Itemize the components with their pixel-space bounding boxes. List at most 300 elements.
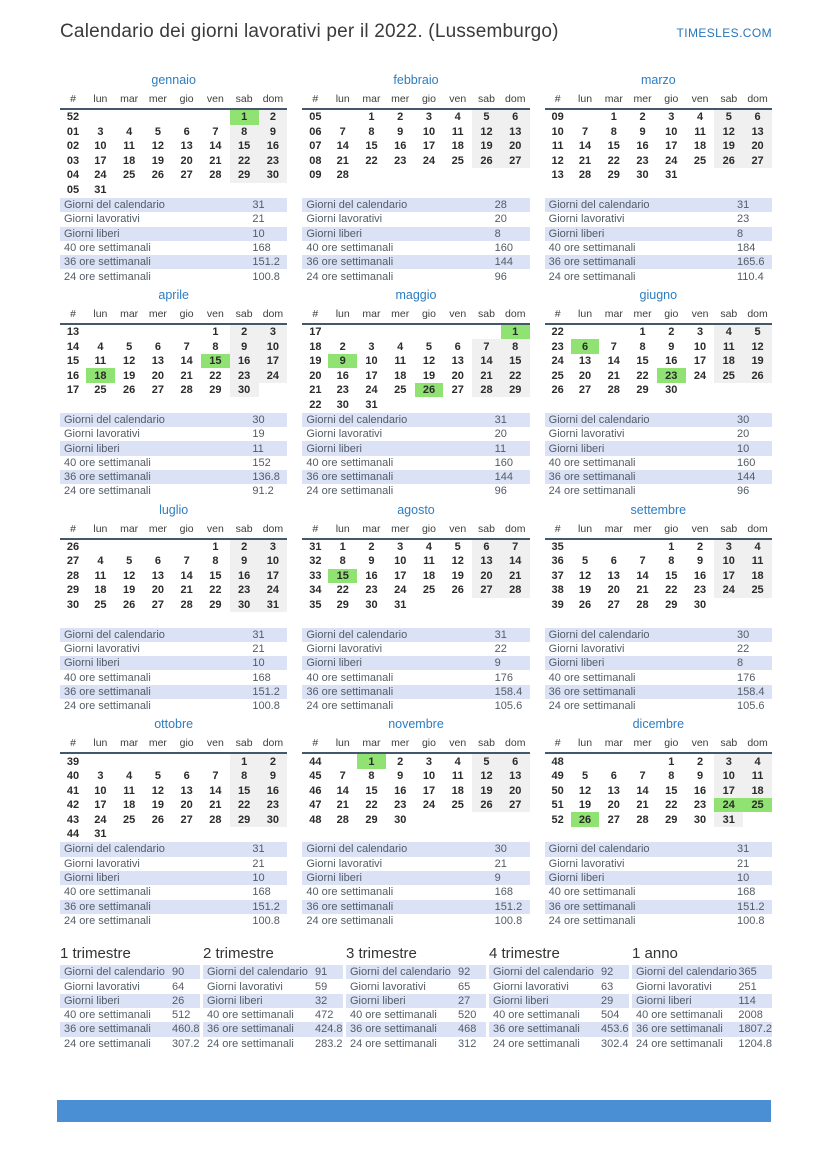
date-cell: 25: [123, 813, 136, 826]
date-cell: 3: [259, 324, 288, 340]
date-cell: 7: [610, 340, 617, 353]
stats-row: [632, 1022, 772, 1036]
date-cell: 13: [607, 569, 620, 582]
date-cell: 23: [365, 584, 378, 597]
week-number-cell: 37: [551, 569, 564, 582]
stats-value: 504: [601, 1009, 620, 1022]
stats-row: [545, 642, 772, 656]
empty-cell: [472, 598, 501, 613]
week-number-cell: 10: [551, 125, 564, 138]
date-cell: 2: [259, 753, 288, 769]
date-cell: 2: [397, 111, 404, 124]
date-cell: 13: [607, 784, 620, 797]
date-cell: 31: [365, 398, 378, 411]
date-cell: 29: [209, 598, 222, 611]
brand-link[interactable]: TIMESLES.COM: [676, 26, 772, 40]
stats-row: [60, 994, 200, 1008]
stats-value: 160: [494, 242, 514, 255]
stats-table-1-anno: [632, 965, 772, 1051]
date-cell: 29: [230, 168, 259, 183]
day-header: mar: [115, 307, 144, 324]
week-row: [545, 154, 772, 169]
date-cell: 17: [94, 799, 107, 812]
week-number-cell: 26: [66, 540, 80, 553]
date-cell: 30: [693, 813, 707, 826]
date-cell: 5: [472, 753, 501, 769]
empty-cell: [443, 397, 472, 412]
date-cell: 8: [639, 340, 646, 353]
week-number-cell: 44: [309, 755, 322, 768]
empty-cell: [144, 183, 173, 198]
week-row: [302, 583, 529, 598]
date-cell: 30: [230, 383, 259, 398]
week-row: [302, 125, 529, 140]
date-cell: 12: [451, 555, 464, 568]
date-cell: 12: [123, 569, 136, 582]
date-cell: 28: [578, 169, 592, 182]
day-header: mar: [357, 307, 386, 324]
day-header: dom: [743, 307, 772, 324]
date-cell: 21: [607, 369, 620, 382]
stats-value: 10: [252, 657, 265, 670]
day-header: ven: [686, 522, 715, 539]
stats-row: [545, 656, 772, 670]
week-number-cell: 20: [309, 369, 322, 382]
day-header: lun: [571, 522, 600, 539]
month-title: novembre: [388, 717, 444, 732]
week-row: [545, 798, 772, 813]
stats-value: 32: [315, 994, 328, 1007]
date-cell: 12: [578, 569, 592, 582]
stats-value: 10: [736, 872, 750, 885]
stats-row: [302, 857, 529, 871]
stats-row: [632, 1008, 772, 1022]
day-header-row: [545, 522, 772, 539]
stats-row: [489, 979, 629, 993]
stats-value: 424.8: [315, 1023, 343, 1036]
date-cell: 14: [472, 354, 501, 369]
week-number-cell: 39: [551, 598, 564, 611]
week-number-cell: 05: [309, 111, 322, 124]
stats-label: Giorni del calendario: [64, 199, 165, 212]
date-cell: 24: [94, 169, 107, 182]
stats-value: 31: [494, 628, 507, 641]
date-cell: 5: [581, 770, 589, 783]
date-cell: 31: [94, 828, 107, 841]
stats-value: 2008: [738, 1009, 763, 1022]
summary-grid: [60, 945, 772, 1051]
stats-row: [60, 456, 287, 470]
date-cell: 30: [365, 598, 378, 611]
day-header-row: [60, 736, 287, 753]
week-row: [60, 125, 287, 140]
holiday-date-cell: 15: [201, 354, 230, 369]
date-cell: 14: [209, 140, 222, 153]
week-number-cell: 31: [309, 540, 322, 553]
day-header: dom: [259, 522, 288, 539]
day-header-row: [545, 307, 772, 324]
day-header: mar: [357, 92, 386, 109]
week-row: [60, 154, 287, 169]
empty-cell: [714, 383, 743, 398]
date-cell: 27: [501, 798, 530, 813]
stats-value: 96: [736, 485, 750, 498]
date-cell: 21: [180, 369, 193, 382]
date-cell: 28: [607, 384, 620, 397]
date-cell: 24: [259, 368, 288, 383]
date-cell: 10: [365, 355, 378, 368]
month-marzo: [545, 73, 772, 284]
stats-row: [545, 857, 772, 871]
summary-title: 1 trimestre: [60, 945, 131, 963]
week-number-cell: 36: [551, 555, 564, 568]
date-cell: 30: [336, 398, 349, 411]
stats-label: 24 ore settimanali: [548, 270, 636, 283]
stats-table-giugno: [545, 413, 772, 499]
empty-cell: [714, 598, 743, 613]
date-cell: 20: [180, 154, 193, 167]
stats-label: Giorni del calendario: [207, 966, 308, 979]
date-cell: 17: [714, 783, 743, 798]
stats-row: [203, 965, 343, 979]
date-cell: 26: [472, 154, 501, 169]
date-cell: 13: [578, 355, 592, 368]
month-title: aprile: [158, 287, 189, 302]
date-cell: 9: [230, 554, 259, 569]
date-cell: 28: [209, 169, 222, 182]
date-cell: 11: [123, 140, 135, 153]
stats-value: 307.2: [172, 1037, 200, 1050]
stats-row: [60, 656, 287, 670]
week-number-cell: 47: [309, 799, 322, 812]
day-header: mar: [115, 522, 144, 539]
calendar-area: [302, 736, 529, 840]
date-cell: 19: [578, 584, 592, 597]
week-row: [60, 753, 287, 769]
week-number-cell: 22: [309, 398, 322, 411]
date-cell: 22: [230, 798, 259, 813]
date-cell: 8: [212, 340, 219, 353]
date-cell: 11: [423, 555, 435, 568]
day-header: dom: [259, 92, 288, 109]
stats-label: 24 ore settimanali: [548, 914, 636, 927]
date-cell: 1: [668, 755, 675, 768]
date-cell: 14: [209, 784, 222, 797]
date-cell: 23: [259, 154, 288, 169]
empty-cell: [201, 109, 230, 125]
week-row: [60, 383, 287, 398]
date-cell: 21: [336, 154, 349, 167]
date-cell: 29: [636, 384, 649, 397]
date-cell: 24: [665, 154, 678, 167]
day-header: lun: [571, 92, 600, 109]
date-cell: 6: [610, 555, 617, 568]
holiday-date-cell: 26: [415, 383, 444, 398]
stats-value: 365: [738, 966, 757, 979]
empty-cell: [86, 539, 115, 555]
stats-value: 9: [494, 657, 501, 670]
day-header: sab: [714, 92, 743, 109]
stats-row: [302, 198, 529, 212]
holiday-date-cell: 1: [501, 324, 530, 340]
date-cell: 19: [123, 584, 136, 597]
date-cell: 21: [180, 584, 193, 597]
week-number-cell: 35: [551, 540, 564, 553]
date-cell: 5: [472, 109, 501, 125]
date-cell: 26: [123, 384, 136, 397]
date-cell: 19: [743, 354, 772, 369]
date-cell: 27: [501, 154, 530, 169]
week-number-cell: 15: [66, 355, 80, 368]
day-header: dom: [743, 522, 772, 539]
date-cell: 9: [696, 770, 704, 783]
week-row: [60, 554, 287, 569]
date-cell: 21: [209, 799, 222, 812]
date-cell: 10: [422, 770, 436, 783]
date-cell: 8: [212, 555, 219, 568]
stats-label: Giorni lavorativi: [548, 428, 625, 441]
date-cell: 10: [259, 339, 288, 354]
stats-label: Giorni del calendario: [636, 966, 737, 979]
week-row: [302, 139, 529, 154]
week-number-cell: 30: [66, 598, 80, 611]
date-cell: 3: [714, 753, 743, 769]
date-cell: 12: [123, 355, 136, 368]
empty-cell: [144, 753, 173, 769]
month-aprile: [60, 288, 287, 499]
stats-row: [302, 241, 529, 255]
date-cell: 8: [368, 125, 375, 138]
date-cell: 15: [365, 784, 378, 797]
calendar-table: [302, 522, 529, 613]
week-number-cell: 24: [551, 355, 564, 368]
date-cell: 2: [696, 755, 704, 768]
holiday-date-cell: 18: [86, 368, 115, 383]
date-cell: 2: [230, 324, 259, 340]
day-header: mer: [628, 307, 657, 324]
day-header: #: [545, 736, 571, 753]
stats-label: Giorni lavorativi: [350, 980, 426, 993]
day-header: dom: [501, 522, 530, 539]
week-row: [545, 812, 772, 827]
date-cell: 30: [230, 598, 259, 613]
date-cell: 22: [336, 584, 349, 597]
stats-value: 9: [494, 872, 501, 885]
day-header: mar: [115, 736, 144, 753]
date-cell: 29: [501, 383, 530, 398]
date-cell: 21: [578, 154, 592, 167]
date-cell: 7: [212, 125, 219, 138]
day-header: lun: [86, 736, 115, 753]
calendar-table: [302, 736, 529, 827]
week-number-cell: 45: [309, 770, 322, 783]
stats-label: Giorni del calendario: [548, 628, 650, 641]
date-cell: 3: [397, 540, 404, 553]
stats-label: 24 ore settimanali: [306, 914, 394, 927]
date-cell: 18: [394, 369, 407, 382]
day-header: sab: [230, 92, 259, 109]
date-cell: 6: [501, 753, 530, 769]
date-cell: 19: [578, 799, 592, 812]
stats-row: [60, 642, 287, 656]
empty-cell: [415, 324, 444, 340]
date-cell: 10: [422, 125, 436, 138]
stats-value: 8: [736, 227, 744, 240]
summary-title: 3 trimestre: [346, 945, 417, 963]
date-cell: 30: [693, 598, 707, 611]
stats-table-gennaio: [60, 198, 287, 284]
stats-label: 36 ore settimanali: [207, 1023, 294, 1036]
stats-row: [60, 979, 200, 993]
week-row: [302, 324, 529, 340]
day-header: mer: [144, 736, 173, 753]
stats-label: Giorni liberi: [548, 442, 605, 455]
calendar-area: [60, 307, 287, 411]
empty-cell: [743, 383, 772, 398]
date-cell: 4: [126, 770, 133, 783]
stats-value: 20: [494, 428, 507, 441]
stats-value: 453.6: [601, 1023, 629, 1036]
stats-value: 22: [736, 643, 750, 655]
stats-row: [203, 1008, 343, 1022]
date-cell: 22: [209, 369, 222, 382]
week-row: [302, 154, 529, 169]
week-row: [302, 783, 529, 798]
day-header: lun: [328, 307, 357, 324]
month-title: marzo: [640, 73, 676, 87]
empty-cell: [172, 109, 201, 125]
calendar-area: [545, 736, 772, 840]
stats-value: 19: [252, 428, 265, 441]
stats-row: [60, 198, 287, 212]
stats-label: 36 ore settimanali: [64, 1023, 151, 1036]
day-header: lun: [86, 92, 115, 109]
date-cell: 26: [151, 169, 164, 182]
stats-label: 24 ore settimanali: [636, 1037, 723, 1050]
stats-label: Giorni lavorativi: [64, 643, 140, 655]
date-cell: 17: [665, 140, 678, 153]
stats-row: [489, 1022, 629, 1036]
holiday-date-cell: 23: [657, 368, 686, 383]
stats-row: [302, 456, 529, 470]
date-cell: 4: [714, 324, 743, 340]
stats-label: 40 ore settimanali: [548, 886, 636, 899]
stats-row: [60, 269, 287, 283]
day-header: mer: [144, 307, 173, 324]
calendar-table: [545, 92, 772, 183]
day-header: sab: [230, 736, 259, 753]
date-cell: 23: [230, 583, 259, 598]
stats-value: 110.4: [736, 270, 764, 283]
stats-row: [60, 871, 287, 885]
date-cell: 14: [180, 569, 193, 582]
stats-value: 30: [494, 843, 507, 856]
empty-cell: [686, 168, 715, 183]
date-cell: 5: [154, 125, 161, 138]
empty-cell: [415, 397, 444, 412]
stats-label: 40 ore settimanali: [64, 886, 151, 899]
day-header: ven: [686, 307, 715, 324]
stats-label: 24 ore settimanali: [207, 1037, 294, 1050]
stats-value: 105.6: [736, 700, 765, 713]
date-cell: 21: [501, 569, 530, 584]
stats-label: Giorni liberi: [64, 227, 120, 240]
stats-label: 40 ore settimanali: [306, 456, 394, 469]
stats-row: [346, 965, 486, 979]
stats-label: Giorni liberi: [548, 227, 605, 240]
date-cell: 6: [154, 340, 161, 353]
date-cell: 7: [639, 770, 646, 783]
date-cell: 31: [94, 183, 107, 196]
date-cell: 18: [123, 799, 136, 812]
stats-table-marzo: [545, 198, 772, 284]
stats-row: [302, 685, 529, 699]
stats-value: 460.8: [172, 1023, 200, 1036]
day-header: #: [60, 522, 86, 539]
stats-value: 158.4: [494, 685, 523, 698]
stats-row: [302, 255, 529, 269]
stats-label: 24 ore settimanali: [64, 914, 151, 927]
day-header: mer: [628, 92, 657, 109]
day-header: #: [302, 736, 328, 753]
date-cell: 20: [501, 139, 530, 154]
date-cell: 7: [183, 555, 190, 568]
date-cell: 19: [151, 154, 164, 167]
week-number-cell: 48: [551, 755, 564, 768]
date-cell: 16: [365, 569, 378, 582]
week-row: [545, 139, 772, 154]
date-cell: 7: [501, 539, 530, 555]
stats-value: 512: [172, 1009, 191, 1022]
stats-value: 165.6: [736, 256, 765, 269]
stats-row: [60, 413, 287, 427]
week-number-cell: 19: [309, 355, 322, 368]
stats-row: [302, 885, 529, 899]
calendar-area: [302, 522, 529, 626]
stats-table-dicembre: [545, 842, 772, 928]
date-cell: 4: [454, 111, 461, 124]
date-cell: 9: [397, 770, 404, 783]
stats-label: 36 ore settimanali: [548, 900, 636, 913]
week-number-cell: 06: [309, 125, 322, 138]
calendar-table: [60, 736, 287, 841]
date-cell: 7: [472, 339, 501, 354]
stats-label: Giorni liberi: [306, 872, 362, 885]
stats-value: 10: [252, 872, 265, 885]
week-row: [60, 183, 287, 198]
stats-row: [545, 198, 772, 212]
stats-row: [346, 1008, 486, 1022]
stats-label: 24 ore settimanali: [350, 1037, 437, 1050]
date-cell: 16: [230, 354, 259, 369]
date-cell: 13: [501, 125, 530, 140]
date-cell: 27: [180, 813, 193, 826]
empty-cell: [743, 598, 772, 613]
date-cell: 22: [665, 799, 678, 812]
stats-row: [545, 628, 772, 642]
date-cell: 22: [230, 154, 259, 169]
month-title: maggio: [395, 287, 437, 302]
stats-value: 21: [494, 857, 507, 870]
stats-label: 40 ore settimanali: [350, 1009, 437, 1022]
stats-row: [60, 885, 287, 899]
week-row: [545, 598, 772, 613]
date-cell: 24: [394, 584, 407, 597]
day-header: dom: [501, 736, 530, 753]
empty-cell: [443, 598, 472, 613]
empty-cell: [230, 183, 259, 198]
day-header: ven: [443, 522, 472, 539]
